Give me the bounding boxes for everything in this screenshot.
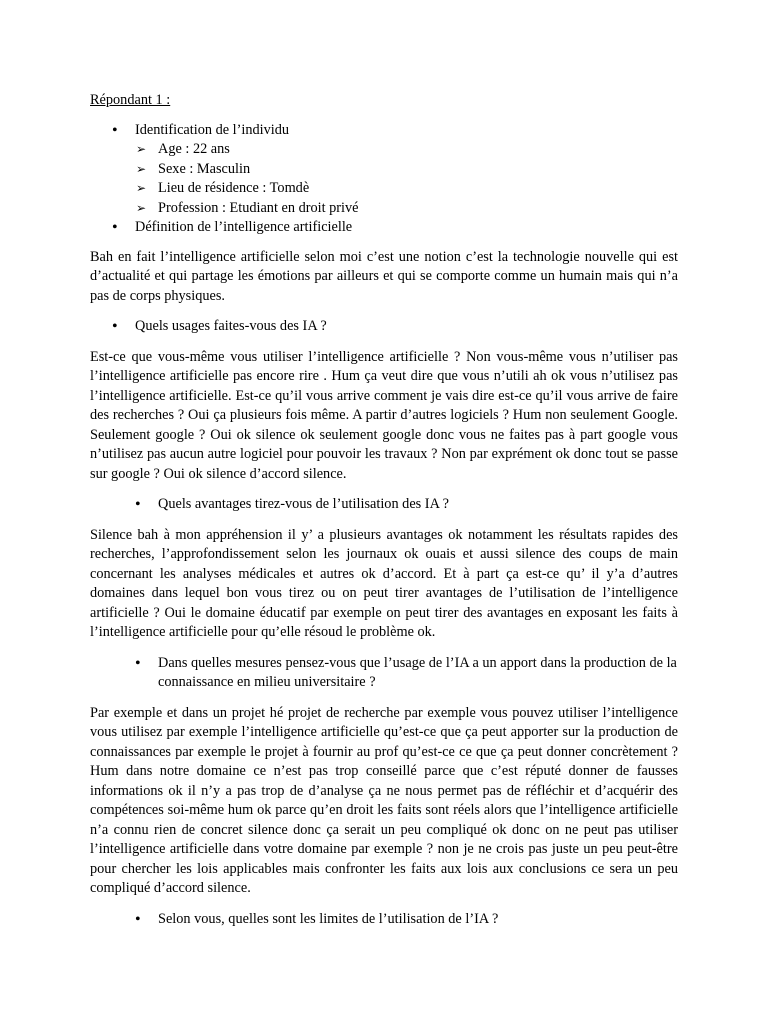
apport-list xyxy=(90,654,678,693)
usages-list xyxy=(90,317,678,337)
apport-question: • Dans quelles mesures pensez-vous que l’usage de l’IA a un apport dans la production de la connaissance en milieu universitaire ? xyxy=(90,654,678,693)
identification-residence: ➢ Lieu de résidence : Tomdè xyxy=(90,179,678,199)
limites-question: • Selon vous, quelles sont les limites de l’utilisation de l’IA ? xyxy=(90,910,678,930)
respondent-heading: Répondant 1 : xyxy=(90,92,171,108)
definition-answer: Bah en fait l’intelligence artificielle selon moi c’est une notion c’est la technologie nouvelle qui est d’actualité et qui partage les émotions par ailleurs et qui se comporte comme un humain mais qui n’a pas de corps physiques. xyxy=(90,248,678,304)
document-page xyxy=(90,91,678,929)
usages-question: • Quels usages faites-vous des IA ? xyxy=(90,317,678,337)
identification-profession: ➢ Profession : Etudiant en droit privé xyxy=(90,199,678,219)
identification-title: • Identification de l’individu xyxy=(90,121,678,141)
identification-sexe: ➢ Sexe : Masculin xyxy=(90,160,678,180)
identification-list xyxy=(90,121,678,238)
avantages-question: • Quels avantages tirez-vous de l’utilisation des IA ? xyxy=(90,495,678,515)
usages-answer: Est-ce que vous-même vous utiliser l’intelligence artificielle ? Non vous-même vous n’utiliser pas l’intelligence artificielle pas encore rire . Hum ça veut dire que vous n’utili ah ok vous n’utilisez pas l’intelligence artificielle. Est-ce qu’il vous arrive comment je vais dire est-ce qu’il vous arrive de faire des recherches ? Oui ça plusieurs fois même. A partir d’autres logiciels ? Hum non seulement Google. Seulement google ? Oui ok silence ok seulement google donc vous ne faites pas à part google vous n’utilisez pas aucun autre logiciel pour pouvoir les travaux ? Non par exprément ok donc tout se passe sur google ? Oui ok silence d’accord silence. xyxy=(90,348,678,482)
avantages-list xyxy=(90,495,678,515)
definition-title: • Définition de l’intelligence artificielle xyxy=(90,218,678,238)
apport-answer: Par exemple et dans un projet hé projet de recherche par exemple vous pouvez utiliser l’intelligence vous utilisez par exemple l’intelligence artificielle qu’est-ce que ça peut apporter sur la production de connaissances par exemple le projet à fournir au prof qu’est-ce ce que ça peut donner concrètement ? Hum dans notre domaine ce n’est pas trop conseillé parce que c’est réputé donner de fausses informations ok il n’y a pas trop de d’analyse ça ne nous permet pas de réfléchir et d’acquérir des compétences soi-même hum ok parce qu’en droit les faits sont réels alors que l’intelligence artificielle n’a connu rien de concret silence donc ça serait un peu compliqué ok donc on ne peut pas utiliser l’intelligence artificielle dans votre domaine par exemple ? non je ne crois pas juste un peu peut-être pour chercher les lois applicables mais confronter les faits aux lois aux conclusions ce sera un peu compliqué d’accord silence. xyxy=(90,704,678,896)
identification-age: ➢ Age : 22 ans xyxy=(90,140,678,160)
avantages-answer: Silence bah à mon appréhension il y’ a plusieurs avantages ok notamment les résultats rapides des recherches, l’approfondissement selon les journaux ok ouais et aussi silence des coups de main concernant les analyses médicales et autres ok d’accord. Et à part ça est-ce qu’ il y’a d’autres domaines dans lequel bon vous tirez ou on peut tirer avantages de l’utilisation de l’intelligence artificielle ? Oui le domaine éducatif par exemple on peut tirer des avantages en exposant les faits à l’intelligence artificielle pour qu’elle résoud le problème ok. xyxy=(90,526,678,640)
limites-list xyxy=(90,910,678,930)
